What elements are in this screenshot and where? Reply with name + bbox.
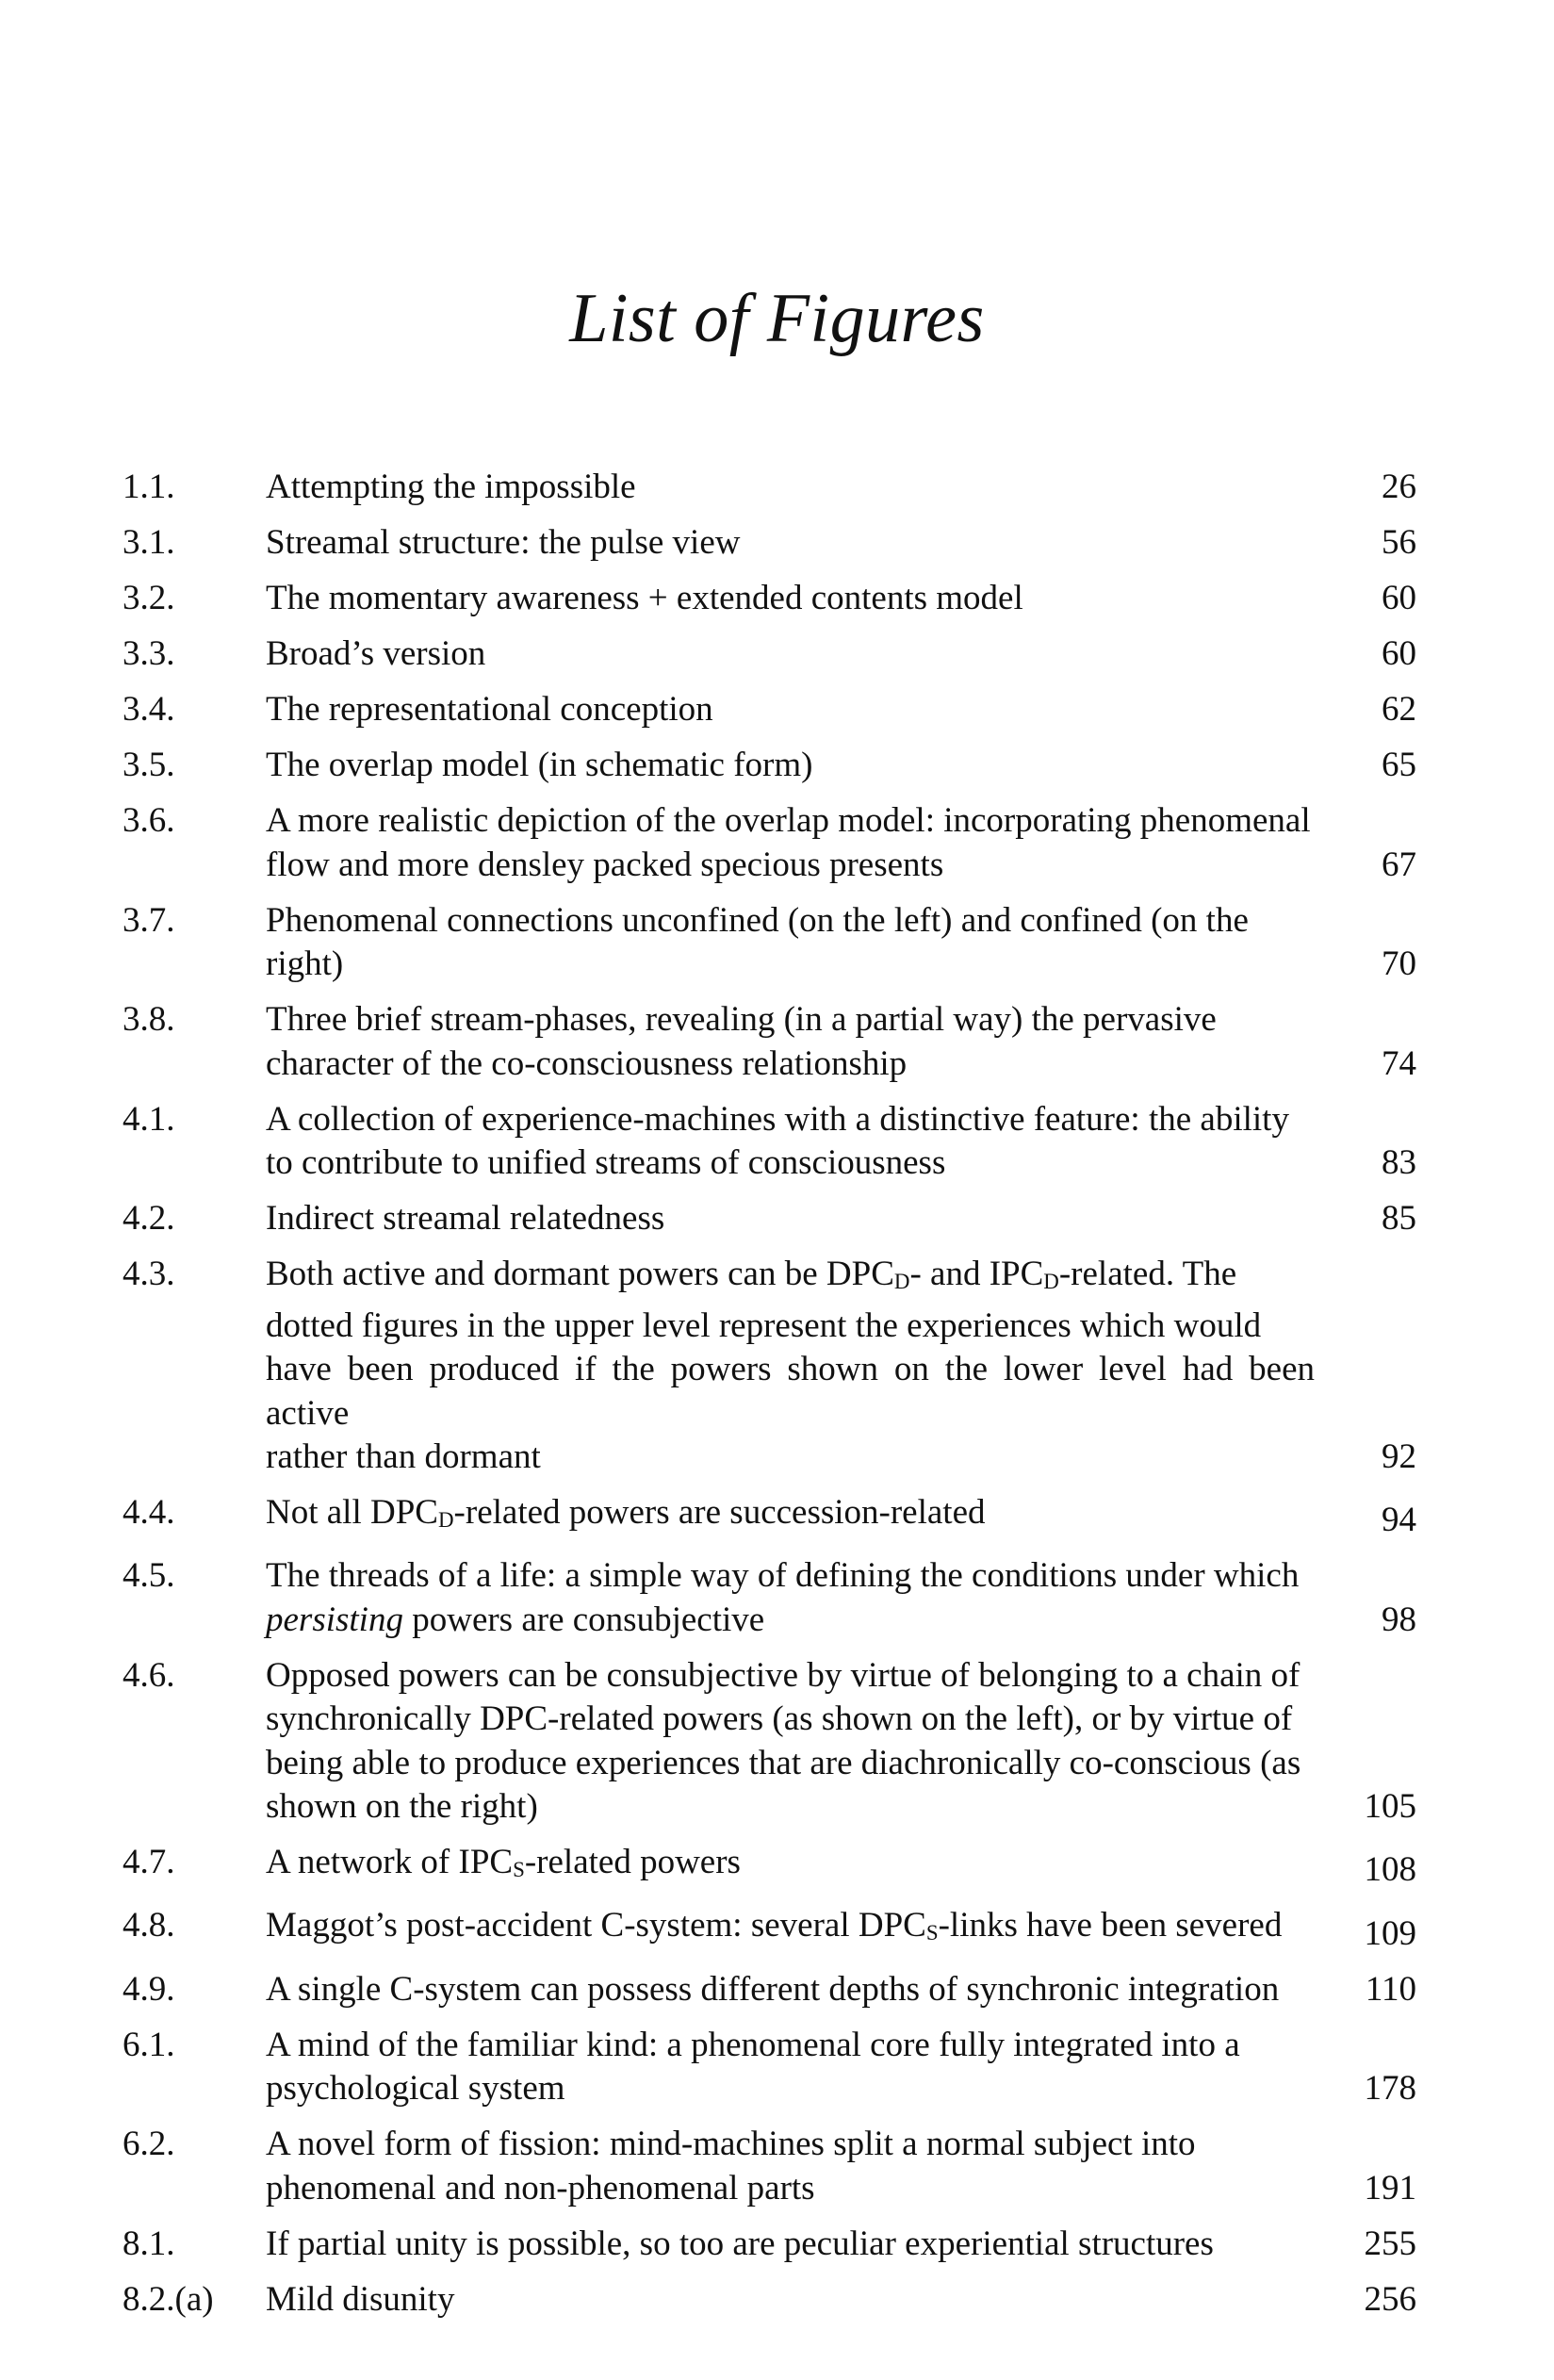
figure-caption [266,1253,1315,1480]
caption-text: A network of IPC [266,1843,514,1882]
caption-text: -related. The dotted figures in the upper level represent the experiences which would have been produced if the powers shown on the lower level had been active rather than dormant [266,1255,1315,1477]
figure-caption: Attempting the impossible [266,468,636,506]
figure-number: 8.1. [123,2224,175,2263]
figure-page: 56 [1382,523,1416,562]
figure-number: 1.1. [123,468,175,506]
figure-entry-4-8[interactable] [123,1904,1416,1956]
figure-number: 4.4. [123,1493,175,1533]
figure-entry-4-2[interactable] [123,1197,1416,1241]
figure-page: 94 [1382,1501,1416,1540]
figure-page: 108 [1364,1850,1416,1890]
figure-page: 98 [1382,1600,1416,1639]
figure-number: 3.1. [123,523,175,562]
figure-page: 26 [1382,468,1416,506]
figure-caption: A novel form of fission: mind-machines split a normal subject into phenomenal and non-phenomenal parts [266,2125,1196,2208]
subscript-d: D [437,1508,454,1533]
figure-entry-4-1[interactable] [123,1098,1416,1186]
figure-page: 255 [1364,2224,1416,2263]
figure-entry-6-2[interactable] [123,2123,1416,2210]
figure-entry-4-9[interactable] [123,1968,1416,2012]
figure-page: 256 [1364,2279,1416,2319]
figure-entry-8-2a[interactable] [123,2278,1416,2323]
figure-caption [266,1904,1315,1956]
figure-number: 4.2. [123,1199,175,1238]
figure-entry-4-7[interactable] [123,1841,1416,1893]
figure-number: 4.1. [123,1099,175,1139]
figure-caption: Broad’s version [266,634,486,673]
figure-caption: The momentary awareness + extended contents model [266,579,1023,617]
figure-entry-4-3[interactable] [123,1253,1416,1480]
figure-number: 3.2. [123,579,175,617]
figure-number: 4.6. [123,1655,175,1695]
figure-entry-4-6[interactable] [123,1654,1416,1830]
figure-page: 109 [1364,1913,1416,1953]
figure-page: 62 [1382,690,1416,729]
figure-number: 4.3. [123,1255,175,1293]
figure-page: 85 [1382,1199,1416,1238]
caption-emphasis: persisting [266,1600,403,1639]
caption-text: Not all DPC [266,1493,438,1533]
figure-page: 60 [1382,579,1416,617]
figure-page: 65 [1382,746,1416,784]
figure-page: 92 [1382,1437,1416,1477]
figure-entry-3-2[interactable] [123,577,1416,621]
figure-caption: A more realistic depiction of the overlap model: incorporating phenomenal flow and more densley packed specious presents [266,801,1311,884]
figure-entry-4-5[interactable] [123,1554,1416,1642]
figure-number: 4.7. [123,1843,175,1882]
figure-number: 3.8. [123,1000,175,1039]
figure-number: 6.1. [123,2025,175,2064]
figure-caption: A single C-system can possess different depths of synchronic integration [266,1969,1280,2009]
figure-number: 8.2.(a) [123,2279,214,2319]
figure-list [123,466,1416,2334]
subscript-s: S [925,1921,939,1945]
figure-page: 191 [1364,2168,1416,2208]
subscript-s: S [513,1858,525,1882]
figure-caption: A collection of experience-machines with a distinctive feature: the ability to contribute to unified streams of consciousness [266,1099,1289,1182]
figure-entry-4-4[interactable] [123,1491,1416,1543]
figure-caption: Mild disunity [266,2279,455,2319]
caption-text: Maggot’s post-accident C-system: several DPC [266,1906,926,1945]
figure-number: 3.5. [123,746,175,784]
figure-caption: A mind of the familiar kind: a phenomenal core fully integrated into a psychological system [266,2025,1240,2108]
figure-caption: Indirect streamal relatedness [266,1199,665,1238]
figure-entry-3-6[interactable] [123,799,1416,887]
caption-text: -links have been severed [938,1906,1283,1945]
figure-page: 74 [1382,1043,1416,1083]
caption-text: powers are consubjective [402,1600,765,1639]
caption-text: Both active and dormant powers can be DPC [266,1255,894,1293]
figure-page: 67 [1382,845,1416,884]
figure-caption [266,1554,1315,1642]
figure-number: 4.5. [123,1556,175,1596]
figure-number: 3.7. [123,900,175,940]
figure-page: 60 [1382,634,1416,673]
figure-entry-3-3[interactable] [123,632,1416,677]
figure-caption [266,1841,1315,1893]
figure-entry-3-5[interactable] [123,744,1416,788]
figure-entry-3-8[interactable] [123,998,1416,1086]
figure-number: 4.8. [123,1906,175,1945]
subscript-d: D [893,1270,910,1294]
figure-page: 70 [1382,944,1416,983]
figure-page: 178 [1364,2069,1416,2108]
figure-number: 6.2. [123,2125,175,2163]
figure-caption: The overlap model (in schematic form) [266,746,813,784]
figure-number: 3.4. [123,690,175,729]
figure-caption: Phenomenal connections unconfined (on the left) and confined (on the right) [266,900,1249,983]
caption-text: - and IPC [909,1255,1044,1293]
figure-entry-3-4[interactable] [123,688,1416,732]
figure-number: 4.9. [123,1969,175,2009]
figure-entry-3-7[interactable] [123,899,1416,987]
figure-page: 83 [1382,1143,1416,1182]
figure-number: 3.6. [123,801,175,840]
figure-caption: Streamal structure: the pulse view [266,523,741,562]
figure-entry-3-1[interactable] [123,521,1416,566]
figure-entry-6-1[interactable] [123,2024,1416,2111]
caption-text: The threads of a life: a simple way of defining the conditions under which [266,1556,1300,1596]
figure-caption: The representational conception [266,690,713,729]
page-title: List of Figures [569,280,985,357]
figure-caption: If partial unity is possible, so too are peculiar experiential structures [266,2224,1214,2263]
figure-entry-1-1[interactable] [123,466,1416,510]
figure-caption [266,1491,1315,1543]
figure-page: 105 [1364,1787,1416,1827]
figure-caption: Three brief stream-phases, revealing (in a partial way) the pervasive character of the co-consciousness relationship [266,1000,1217,1083]
figure-caption: Opposed powers can be consubjective by virtue of belonging to a chain of synchronically DPC-related powers (as shown on the left), or by virtue of being able to produce experiences that are diachronically co-conscious (as shown on the right) [266,1655,1301,1827]
subscript-d: D [1043,1270,1059,1294]
caption-text: -related powers [524,1843,741,1882]
figure-number: 3.3. [123,634,175,673]
figure-entry-8-1[interactable] [123,2223,1416,2267]
caption-text: -related powers are succession-related [453,1493,986,1533]
figure-page: 110 [1365,1969,1416,2009]
